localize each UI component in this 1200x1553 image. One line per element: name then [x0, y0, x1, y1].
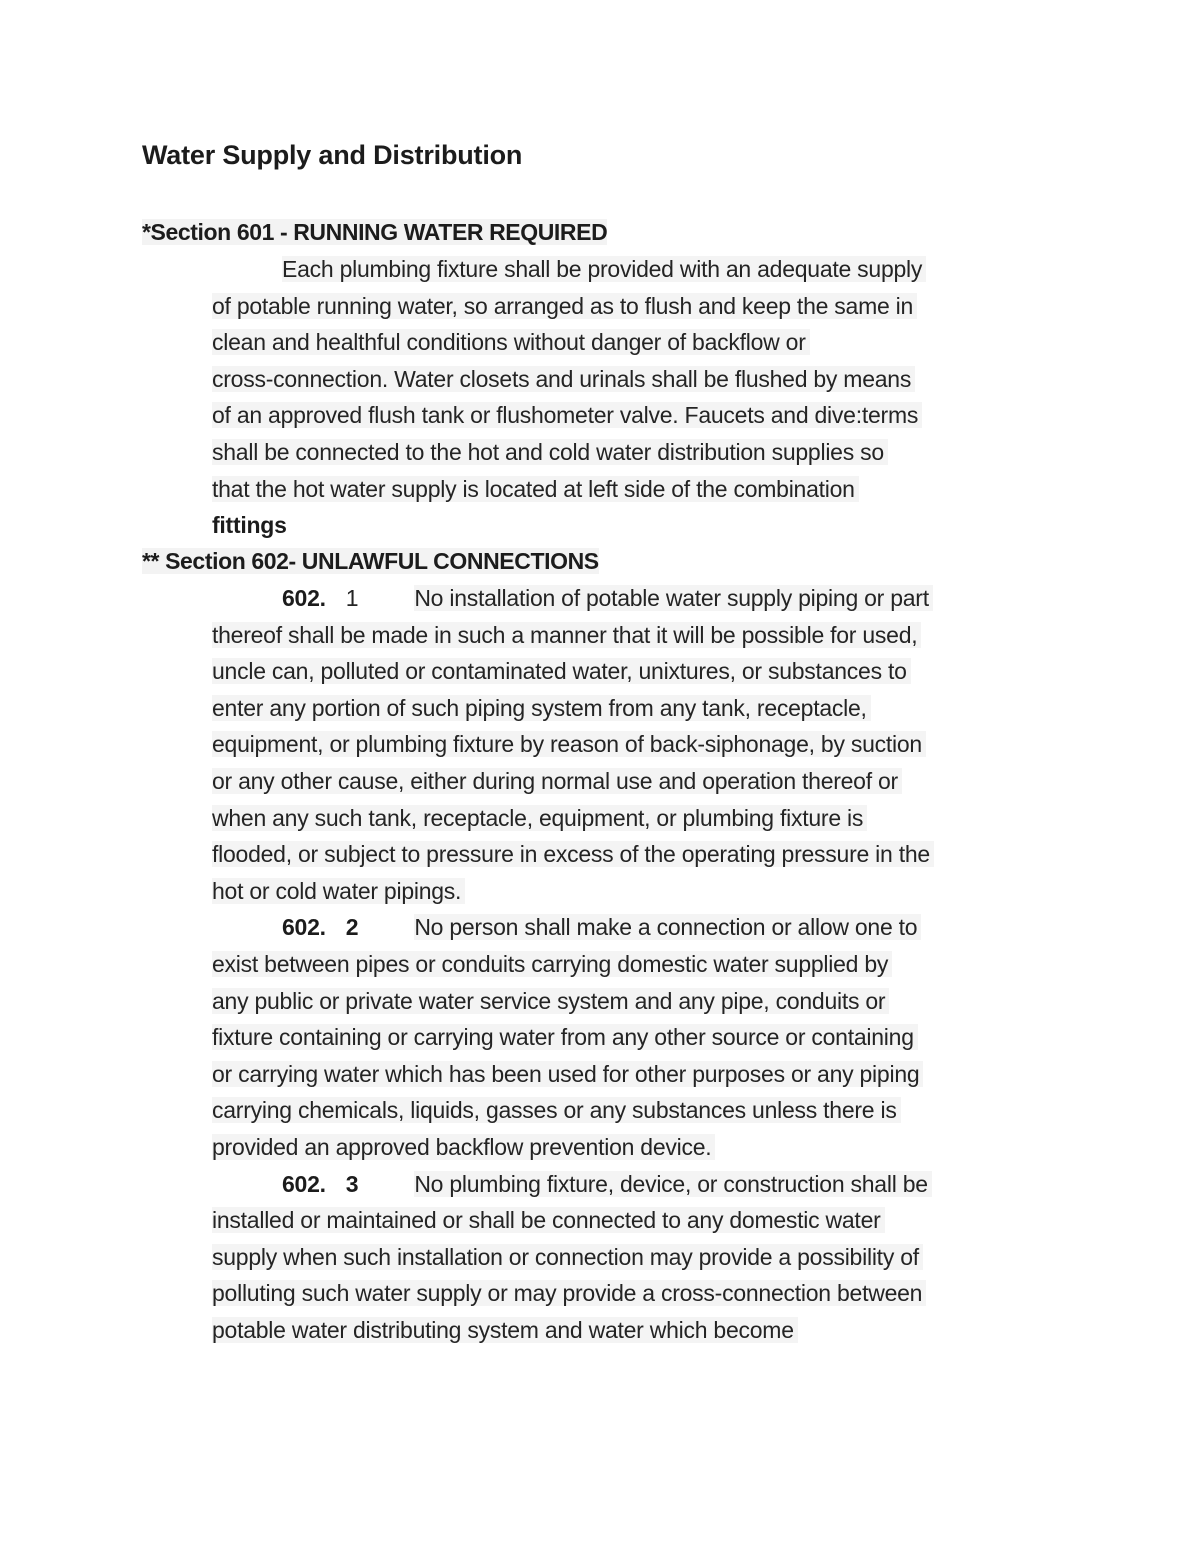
paragraph-line: equipment, or plumbing fixture by reason of back-siphonage, by suction [212, 726, 1112, 763]
paragraph-line: supply when such installation or connection may provide a possibility of [212, 1239, 1112, 1276]
paragraph-line: exist between pipes or conduits carrying domestic water supplied by [212, 946, 1112, 983]
paragraph-line: or any other cause, either during normal use and operation thereof or [212, 763, 1112, 800]
paragraph-line: shall be connected to the hot and cold water distribution supplies so [212, 434, 1112, 471]
paragraph-line: hot or cold water pipings. [212, 873, 1112, 910]
paragraph-line: Each plumbing fixture shall be provided with an adequate supply [212, 251, 1112, 288]
paragraph-line: carrying chemicals, liquids, gasses or any substances unless there is [212, 1092, 1112, 1129]
section-601-heading-text: *Section 601 - RUNNING WATER REQUIRED [142, 219, 608, 245]
paragraph-line: of an approved flush tank or flushometer valve. Faucets and dive:terms [212, 397, 1112, 434]
paragraph-line: fittings [212, 512, 287, 539]
paragraph-line: polluting such water supply or may provide a cross-connection between [212, 1275, 1112, 1312]
section-602-heading [142, 543, 599, 580]
paragraph-line: installed or maintained or shall be connected to any domestic water [212, 1202, 1112, 1239]
paragraph-line: enter any portion of such piping system from any tank, receptacle, [212, 690, 1112, 727]
paragraph-line: of potable running water, so arranged as to flush and keep the same in [212, 288, 1112, 325]
paragraph-line: thereof shall be made in such a manner that it will be possible for used, [212, 617, 1112, 654]
page-title: Water Supply and Distribution [142, 140, 523, 170]
paragraph-line: or carrying water which has been used for other purposes or any piping [212, 1056, 1112, 1093]
paragraph-line: uncle can, polluted or contaminated water, unixtures, or substances to [212, 653, 1112, 690]
paragraph-line: when any such tank, receptacle, equipment, or plumbing fixture is [212, 800, 1112, 837]
subsection-602-3-first-line: 602. 3 No plumbing fixture, device, or construction shall be [212, 1166, 1112, 1203]
subsection-602-2-first-line: 602. 2 No person shall make a connection or allow one to [212, 909, 1112, 946]
paragraph-line: any public or private water service system and any pipe, conduits or [212, 983, 1112, 1020]
section-602-heading-text: ** Section 602- UNLAWFUL CONNECTIONS [142, 548, 599, 574]
paragraph-line: fixture containing or carrying water from any other source or containing [212, 1019, 1112, 1056]
section-602-body [212, 580, 1112, 1348]
paragraph-line: flooded, or subject to pressure in excess of the operating pressure in the [212, 836, 1112, 873]
paragraph-line: that the hot water supply is located at left side of the combination [212, 471, 1112, 508]
paragraph-line: cross-connection. Water closets and urinals shall be flushed by means [212, 361, 1112, 398]
section-601-body [212, 251, 1112, 544]
section-601-heading [142, 214, 607, 251]
paragraph-line: provided an approved backflow prevention device. [212, 1129, 1112, 1166]
paragraph-line: clean and healthful conditions without danger of backflow or [212, 324, 1112, 361]
subsection-602-1-first-line: 602. 1 No installation of potable water supply piping or part [212, 580, 1112, 617]
paragraph-line: potable water distributing system and water which become [212, 1312, 1112, 1349]
